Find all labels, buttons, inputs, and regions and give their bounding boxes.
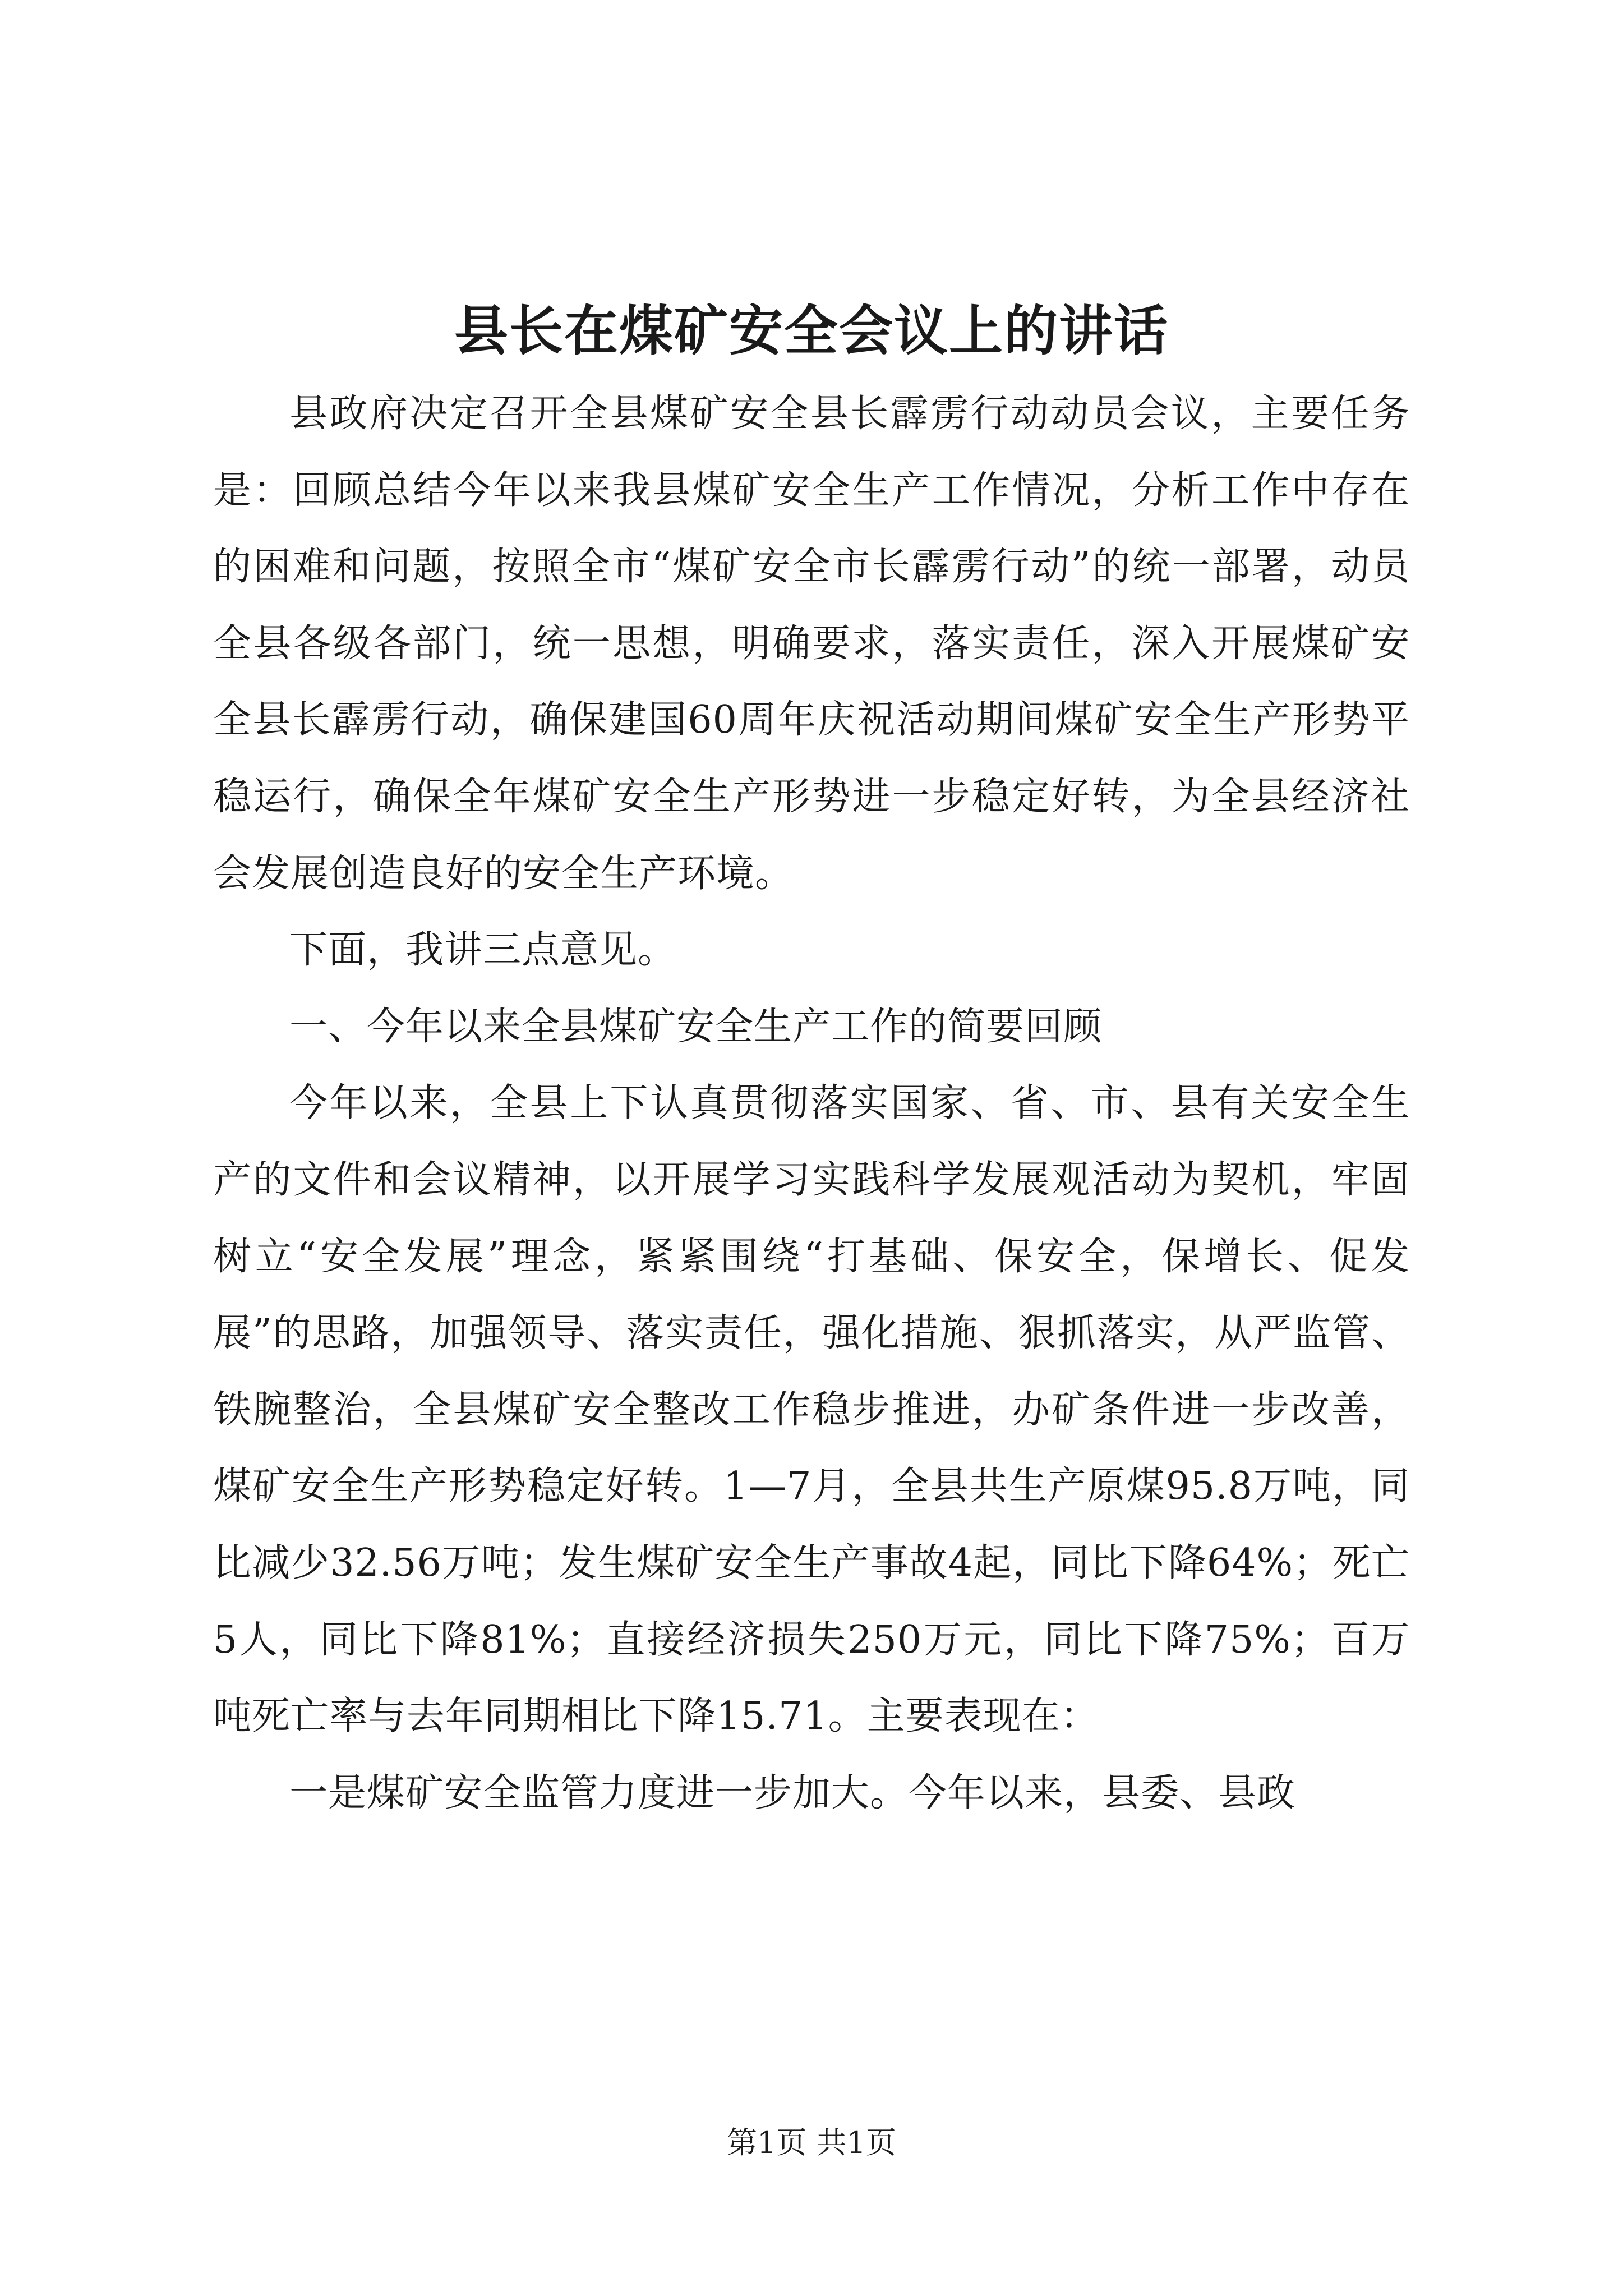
paragraph-review: 今年以来，全县上下认真贯彻落实国家、省、市、县有关安全生产的文件和会议精神，以开展学习实践科学发展观活动为契机，牢固树立“安全发展”理念，紧紧围绕“打基础、保安全，保增长、促发展”的思路，加强领导、落实责任，强化措施、狠抓落实，从严监管、铁腕整治，全县煤矿安全整改工作稳步推进，办矿条件进一步改善，煤矿安全生产形势稳定好转。1—7月，全县共生产原煤95.8万吨，同比减少32.56万吨；发生煤矿安全生产事故4起，同比下降64%；死亡5人，同比下降81%；直接经济损失250万元，同比下降75%；百万吨死亡率与去年同期相比下降15.71。主要表现在：	[213, 1081, 1410, 1739]
document-body	[213, 376, 1410, 1832]
paragraph-three-points: 下面，我讲三点意见。	[289, 928, 677, 973]
document-title: 县长在煤矿安全会议上的讲话	[454, 300, 1169, 362]
paragraph-intro: 县政府决定召开全县煤矿安全县长霹雳行动动员会议，主要任务是：回顾总结今年以来我县煤矿安全生产工作情况，分析工作中存在的困难和问题，按照全市“煤矿安全市长霹雳行动”的统一部署，动员全县各级各部门，统一思想，明确要求，落实责任，深入开展煤矿安全县长霹雳行动，确保建国60周年庆祝活动期间煤矿安全生产形势平稳运行，确保全年煤矿安全生产形势进一步稳定好转，为全县经济社会发展创造良好的安全生产环境。	[213, 392, 1410, 896]
page-footer: 第1页 共1页	[727, 2125, 896, 2160]
section-heading-review: 一、今年以来全县煤矿安全生产工作的简要回顾	[289, 1004, 1103, 1049]
paragraph-supervision: 一是煤矿安全监管力度进一步加大。今年以来，县委、县政	[289, 1770, 1296, 1815]
